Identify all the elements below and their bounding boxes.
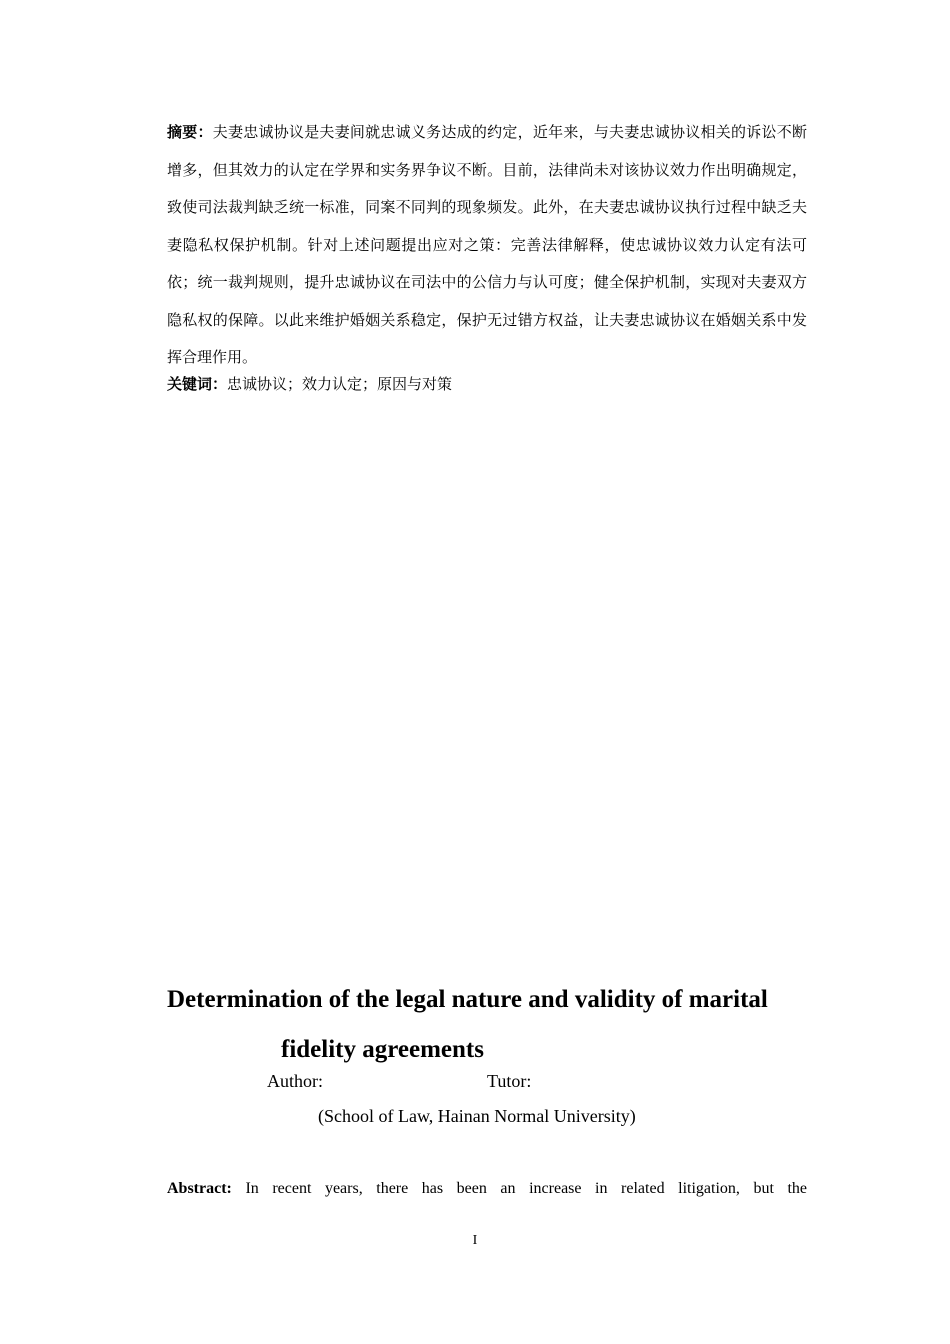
tutor-label: Tutor: <box>487 1071 532 1091</box>
english-abstract <box>167 1178 807 1200</box>
english-abstract-label: Abstract: <box>167 1180 232 1197</box>
chinese-keywords <box>167 372 807 396</box>
chinese-abstract <box>167 114 807 377</box>
english-title-line-2: fidelity agreements <box>281 1036 484 1063</box>
author-label: Author: <box>267 1071 323 1091</box>
english-title <box>167 975 827 1075</box>
chinese-abstract-text: 夫妻忠诚协议是夫妻间就忠诚义务达成的约定，近年来，与夫妻忠诚协议相关的诉讼不断增多，但其效力的认定在学界和实务界争议不断。目前，法律尚未对该协议效力作出明确规定，致使司法裁判缺乏统一标准，同案不同判的现象频发。此外，在夫妻忠诚协议执行过程中缺乏夫妻隐私权保护机制。针对上述问题提出应对之策：完善法律解释，使忠诚协议效力认定有法可依；统一裁判规则，提升忠诚协议在司法中的公信力与认可度；健全保护机制，实现对夫妻双方隐私权的保障。以此来维护婚姻关系稳定，保护无过错方权益，让夫妻忠诚协议在婚姻关系中发挥合理作用。 <box>167 123 807 366</box>
english-abstract-text: In recent years, there has been an increase in related litigation, but the <box>245 1180 808 1197</box>
page-number: I <box>472 1233 478 1248</box>
chinese-abstract-label: 摘要： <box>167 123 213 141</box>
chinese-keywords-label: 关键词： <box>167 375 228 393</box>
affiliation: (School of Law, Hainan Normal University) <box>318 1106 636 1126</box>
chinese-keywords-text: 忠诚协议；效力认定；原因与对策 <box>227 375 453 393</box>
english-title-line-1: Determination of the legal nature and validity of marital <box>167 986 768 1013</box>
